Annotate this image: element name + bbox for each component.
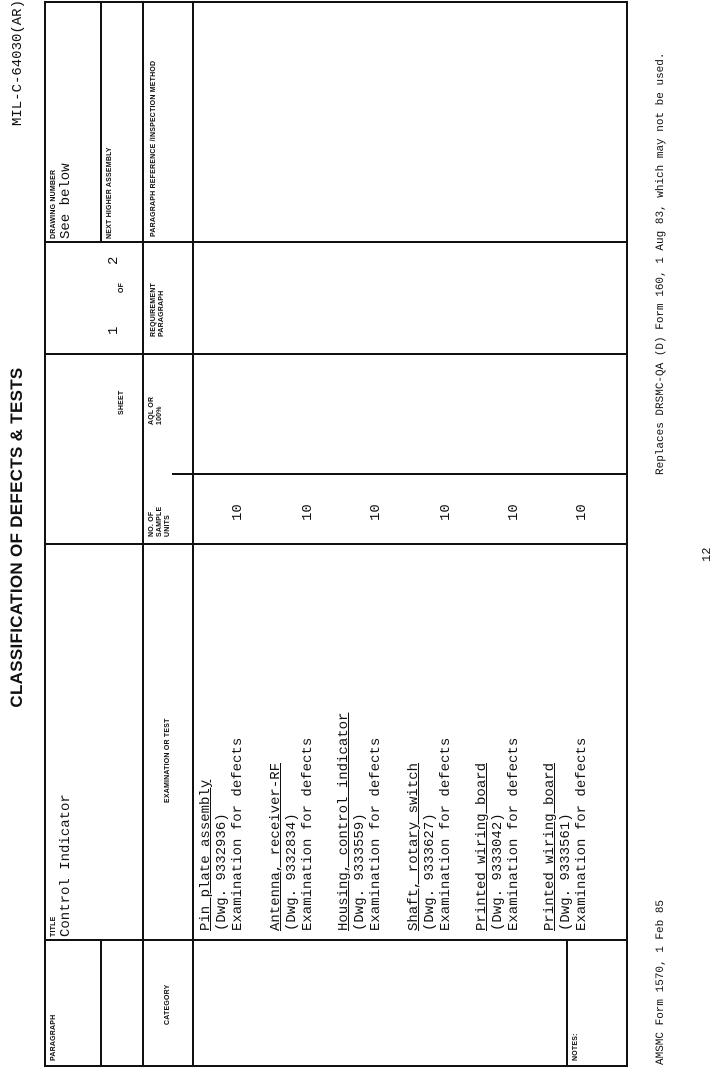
title-label: TITLE — [50, 916, 57, 937]
divider-drawing-bottom — [100, 3, 102, 243]
form-title: CLASSIFICATION OF DEFECTS & TESTS — [7, 367, 26, 708]
classification-form — [44, 1, 628, 1067]
divider-requirement-right — [46, 241, 626, 243]
item-drawing: (Dwg. 9332834) — [284, 813, 300, 931]
spec-identifier: MIL-C-64030(AR) — [10, 0, 26, 127]
item-sample-units: 10 — [574, 504, 590, 521]
divider-examination-right — [46, 543, 626, 545]
replaces-note: Replaces DRSMC-QA (D) Form 160, 1 Aug 83, which may not be used. — [655, 52, 667, 475]
drawing-number-value: See below — [58, 163, 74, 239]
notes-label: NOTES: — [572, 1033, 579, 1061]
item-sample-units: 10 — [506, 504, 522, 521]
category-header: CATEGORY — [164, 984, 171, 1025]
next-higher-assembly-label: NEXT HIGHER ASSEMBLY — [106, 147, 113, 239]
item-drawing: (Dwg. 9333627) — [422, 813, 438, 931]
page-heading — [0, 0, 40, 1075]
item-drawing: (Dwg. 9333042) — [490, 813, 506, 931]
sheet-number: 1 — [106, 326, 122, 335]
item-examination: Examination for defects — [506, 737, 522, 931]
item-name: Antenna, receiver-RF — [268, 762, 284, 931]
form-identifier: AMSMC Form 1570, 1 Feb 85 — [655, 899, 667, 1065]
item-examination: Examination for defects — [230, 737, 246, 931]
item-examination: Examination for defects — [300, 737, 316, 931]
item-sample-units: 10 — [300, 504, 316, 521]
item-drawing: (Dwg. 9333559) — [352, 813, 368, 931]
item-examination: Examination for defects — [574, 737, 590, 931]
list-item — [474, 738, 522, 931]
sheet-of-label: OF — [118, 282, 125, 293]
list-item — [542, 738, 590, 931]
requirement-header: REQUIREMENT PARAGRAPH — [150, 283, 165, 337]
item-sample-units: 10 — [230, 504, 246, 521]
list-item — [268, 738, 316, 931]
item-name: Pin plate assembly — [198, 779, 214, 931]
sheet-label: SHEET — [118, 390, 125, 415]
page-number: 12 — [700, 547, 714, 562]
divider-paragraph-bottom — [100, 941, 102, 1065]
drawing-number-label: DRAWING NUMBER — [50, 169, 57, 239]
item-sample-units: 10 — [368, 504, 384, 521]
item-name: Housing, control indicator — [336, 712, 352, 931]
list-item — [406, 738, 454, 931]
item-drawing: (Dwg. 9332936) — [214, 813, 230, 931]
divider-title-row-bottom — [142, 3, 144, 1065]
sample-units-header: NO. OF SAMPLE UNITS — [148, 506, 171, 537]
reference-header: PARAGRAPH REFERENCE /INSPECTION METHOD — [150, 60, 157, 237]
divider-notes-top — [566, 941, 568, 1065]
item-name: Shaft, rotary switch — [406, 762, 422, 931]
item-name: Printed wiring board — [542, 762, 558, 931]
aql-header: AQL OR 100% — [148, 396, 163, 425]
divider-column-headers-bottom — [192, 3, 194, 1065]
divider-category-right — [46, 939, 626, 941]
sheet-total: 2 — [106, 256, 122, 265]
item-sample-units: 10 — [438, 504, 454, 521]
item-name: Printed wiring board — [474, 762, 490, 931]
divider-units-right — [172, 473, 626, 475]
paragraph-label: PARAGRAPH — [50, 1014, 57, 1061]
item-examination: Examination for defects — [368, 737, 384, 931]
list-item — [198, 738, 246, 931]
divider-aql-right — [46, 353, 626, 355]
list-item — [336, 713, 384, 931]
examination-header: EXAMINATION OR TEST — [164, 718, 171, 803]
item-drawing: (Dwg. 9333561) — [558, 813, 574, 931]
title-value: Control Indicator — [58, 794, 74, 937]
item-examination: Examination for defects — [438, 737, 454, 931]
